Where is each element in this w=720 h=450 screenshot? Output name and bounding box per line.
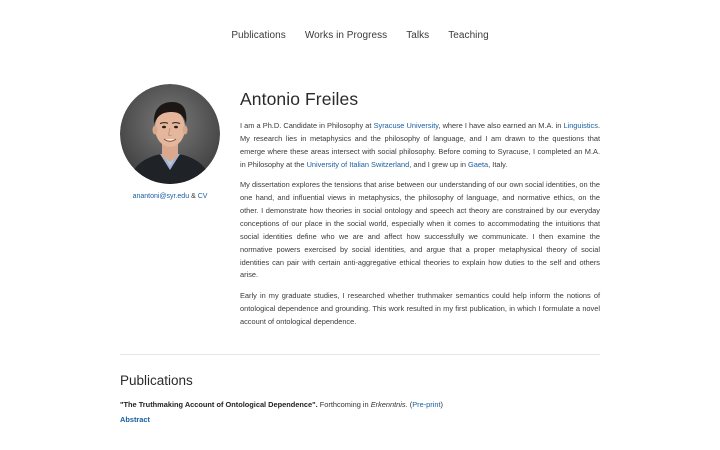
publication-venue-suffix: . ( xyxy=(405,400,413,409)
abstract-toggle[interactable]: Abstract xyxy=(120,415,150,424)
bio-text: , and I grew up in xyxy=(409,159,469,169)
nav-talks[interactable]: Talks xyxy=(406,30,430,41)
avatar xyxy=(120,84,220,184)
bio-text: I am a Ph.D. Candidate in Philosophy at xyxy=(240,121,374,130)
contact-separator: & xyxy=(191,193,196,200)
publication-title: "The Truthmaking Account of Ontological Dependence". xyxy=(120,400,318,409)
publication-venue-prefix: Forthcoming in xyxy=(317,400,371,409)
contact-links xyxy=(120,193,220,200)
page-title: Antonio Freiles xyxy=(240,89,359,109)
nav-publications[interactable]: Publications xyxy=(231,30,286,41)
cv-link[interactable]: CV xyxy=(197,193,208,200)
nav-teaching[interactable]: Teaching xyxy=(448,30,489,41)
bio-paragraph-1 xyxy=(240,120,600,172)
publication-close-paren: ) xyxy=(440,400,443,409)
bio-paragraph-2: My dissertation explores the tensions that arise between our understanding of our own social identities, on the one hand, and influential views in metaphysics, the philosophy of language, and normative ethics, on the other. I demonstrate how theories in social ontology and speech act theory are constrained by our everyday conceptions of our place in the social world, especially when it comes to accommodating the intuitions that social identities define who we are and affect how successfully we communicate. I then examine the normative powers exercised by social identities, and argue that a proper metaphysical theory of social identities can pair with certain anti-aggregative ethical theories to explain how duties to the self and others arise. xyxy=(240,180,600,280)
link-gaeta[interactable]: Gaeta xyxy=(468,159,489,169)
publications-heading: Publications xyxy=(120,373,193,388)
nav-works-in-progress[interactable]: Works in Progress xyxy=(304,30,388,41)
bio-text: , where I have also earned an M.A. in xyxy=(438,121,564,130)
bio-section xyxy=(240,88,600,336)
link-syracuse-university[interactable]: Syracuse University xyxy=(373,121,439,130)
publication-entry xyxy=(120,400,443,409)
bio-text: . My research lies in metaphysics and the philosophy of language, and I am drawn to the questions that emerge where these areas intersect with social philosophy. Before coming to Syracuse, I completed an M.A. in Philosophy at the xyxy=(240,121,601,169)
publication-journal: Erkenntnis xyxy=(370,400,406,409)
preprint-link[interactable]: Pre-print xyxy=(412,400,441,409)
link-university-italian-switzerland[interactable]: University of Italian Switzerland xyxy=(306,159,410,169)
email-link[interactable]: anantoni@syr.edu xyxy=(132,193,190,200)
link-linguistics[interactable]: Linguistics xyxy=(563,121,598,130)
top-nav xyxy=(0,30,720,41)
bio-text: , Italy. xyxy=(488,159,508,169)
section-divider xyxy=(120,354,600,355)
bio-paragraph-3: Early in my graduate studies, I researched whether truthmaker semantics could help inform the notions of ontological dependence and grounding. This work resulted in my first publication, in which I formulate a novel account of ontological dependence. xyxy=(240,290,600,326)
profile-sidebar xyxy=(120,84,220,200)
